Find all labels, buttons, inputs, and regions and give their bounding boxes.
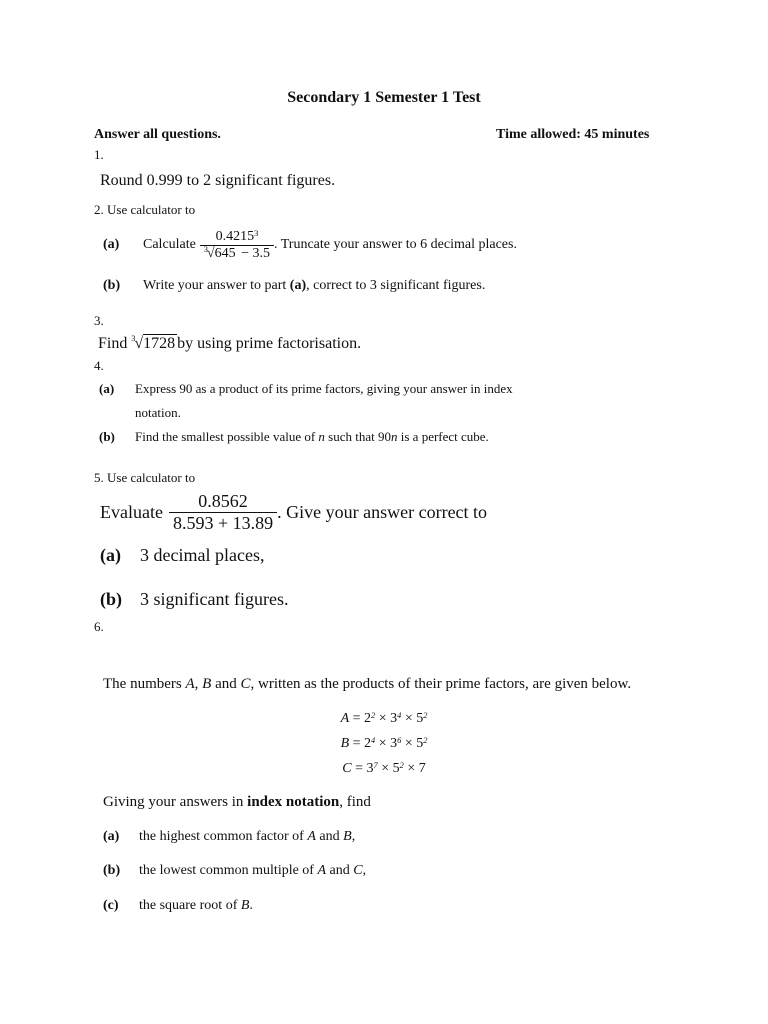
q6a: (a) the highest common factor of A and B, [103,829,356,844]
q6c-label: (c) [103,898,119,913]
q5-denominator: 8.593 + 13.89 [169,512,277,534]
q3-cube-root: 3 √1728 [131,334,176,352]
q2a-denominator: 3 √645 − 3.5 [200,245,274,262]
q2-intro: Use calculator to [107,202,196,217]
q4b-label: (b) [99,429,115,444]
q5-fraction [169,491,277,534]
q5-number-intro [94,470,195,486]
equation-b: $B = 2^4 \times 3^6 \times 5^2$ [340,735,428,751]
q5a: (a) 3 decimal places, [100,545,265,565]
q4a-label: (a) [99,381,115,396]
q2a-tail: . Truncate your answer to 6 decimal places. [273,237,517,252]
time-allowed: Time allowed: 45 minutes [496,127,650,142]
q5-evaluate [100,487,487,537]
q4a: (a) Express 90 as a product of its prime factors, giving your answer in index [99,381,513,396]
q2a-calculate: Calculate [143,237,196,252]
q5-evaluate-word: Evaluate [100,501,163,522]
q2b-label: (b) [103,278,121,293]
q5-intro: Use calculator to [107,470,196,485]
q1-number: 1. [94,147,104,162]
q5-numerator: 0.8562 [198,490,248,511]
q5b: (b) 3 significant figures. [100,589,289,609]
q5a-label: (a) [100,545,121,565]
q2-number: 2. [94,202,104,217]
q2b: (b) Write your answer to part (a), correct to 3 significant figures. [103,278,486,293]
q5-tail: . Give your answer correct to [277,501,488,522]
q1-text: Round 0.999 to 2 significant figures. [100,172,336,189]
q6-number: 6. [94,619,104,634]
equation-c: $C = 3^7 \times 5^2 \times 7$ [342,760,426,776]
q5-number: 5. [94,470,104,485]
q2a-fraction [200,229,274,262]
q4a-line2: notation. [135,405,181,420]
q4-number: 4. [94,358,104,373]
q2a [103,222,517,268]
q5b-label: (b) [100,589,122,609]
q2a-cube-root: 3 √645 [203,244,236,261]
q3-number: 3. [94,313,104,328]
q6c: (c) the square root of B. [103,898,253,913]
q6b: (b) the lowest common multiple of A and C, [103,863,367,878]
q6a-label: (a) [103,829,120,844]
q6-giving: Giving your answers in index notation, find [103,794,371,810]
q6b-label: (b) [103,863,121,878]
q2-number-intro [94,202,195,218]
page-title: Secondary 1 Semester 1 Test [287,89,481,106]
q6-intro: The numbers A, B and C, written as the products of their prime factors, are given below. [103,676,632,692]
q2a-label: (a) [103,237,120,252]
q2a-numerator: 0.4215$^3$ [215,228,259,244]
equation-a: $A = 2^2 \times 3^4 \times 5^2$ [340,710,428,726]
q3-text: Find 3 √1728 by using prime factorisation. [98,334,362,352]
instruction: Answer all questions. [94,127,221,142]
q4b: (b) Find the smallest possible value of n such that 90n is a perfect cube. [99,429,489,444]
